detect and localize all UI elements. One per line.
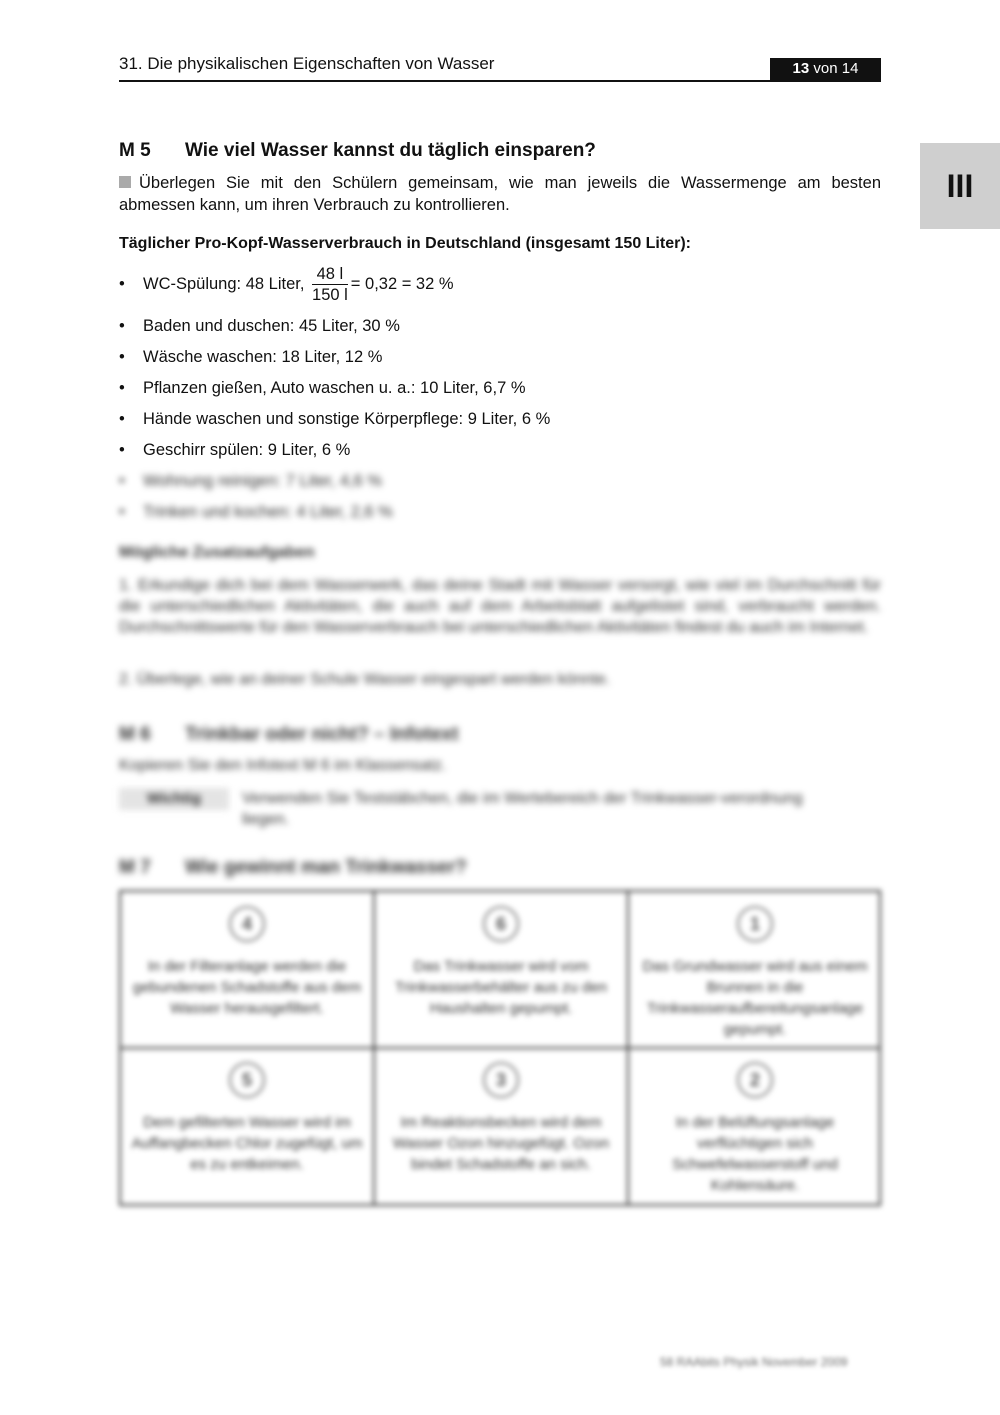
list-item-text: Trinken und kochen: 4 Liter, 2,6 % bbox=[143, 503, 393, 521]
process-cell-text: Dem gefilterten Wasser wird im Auffangbecken Chlor zugefügt, um es zu entkeimen. bbox=[131, 1114, 363, 1173]
bullet-icon: • bbox=[119, 410, 125, 428]
process-cell bbox=[635, 1062, 875, 1196]
bullet-icon: • bbox=[119, 379, 125, 397]
list-item bbox=[119, 472, 382, 491]
process-cell bbox=[127, 906, 367, 1019]
bullet-icon: • bbox=[119, 274, 125, 293]
m6-heading bbox=[119, 724, 458, 746]
list-item-text: Hände waschen und sonstige Körperpflege: 9 Liter, 6 % bbox=[143, 410, 551, 428]
m6-hint-text: Verwenden Sie Teststäbchen, die im Wertebereich der Trinkwasser-verordnung liegen. bbox=[242, 790, 803, 828]
process-cell bbox=[127, 1062, 367, 1175]
bullet-icon: • bbox=[119, 503, 125, 521]
process-cell-text: Das Trinkwasser wird vom Trinkwasserbehälter aus zu den Haushalten gepumpt. bbox=[394, 958, 608, 1017]
page-current: 13 bbox=[792, 60, 810, 77]
step-number-badge: 5 bbox=[229, 1062, 265, 1098]
list-item bbox=[119, 317, 400, 336]
step-number-badge: 2 bbox=[737, 1062, 773, 1098]
list-item bbox=[119, 348, 382, 367]
bullet-icon: • bbox=[119, 348, 125, 366]
m6-number: M 6 bbox=[119, 724, 151, 745]
extra-task-2: 2. Überlege, wie an deiner Schule Wasser eingespart werden könnte. bbox=[119, 671, 611, 688]
list-item bbox=[119, 410, 550, 429]
list-item bbox=[119, 441, 350, 460]
step-number-badge: 3 bbox=[483, 1062, 519, 1098]
fraction bbox=[312, 264, 348, 305]
m7-heading bbox=[119, 857, 467, 879]
usage-subheading: Täglicher Pro-Kopf-Wasserverbrauch in Deutschland (insgesamt 150 Liter): bbox=[119, 235, 691, 252]
process-cell bbox=[381, 1062, 621, 1175]
list-item-text: Geschirr spülen: 9 Liter, 6 % bbox=[143, 441, 351, 459]
extra-task-1: 1. Erkundige dich bei dem Wasserwerk, das deine Stadt mit Wasser versorgt, wie viel im Durchschnitt für die unterschiedlichen Aktivitäten, die auch auf dem Arbeitsblatt aufgelistet sind, verbraucht werden. Durchschnittswerte für den Wasserverbrauch bei unterschiedlichen Aktivitäten findest du auch im Internet. bbox=[119, 577, 881, 636]
section-tab: III bbox=[920, 143, 1000, 229]
list-item-text: Wäsche waschen: 18 Liter, 12 % bbox=[143, 348, 383, 366]
m7-title: Wie gewinnt man Trinkwasser? bbox=[185, 857, 467, 878]
fraction-denominator: 150 l bbox=[312, 286, 348, 304]
list-item bbox=[119, 503, 393, 522]
note-square-icon bbox=[119, 176, 131, 188]
extra-tasks-heading: Mögliche Zusatzaufgaben bbox=[119, 544, 315, 561]
m6-hint-label: Wichtig bbox=[119, 788, 229, 810]
page-indicator bbox=[770, 58, 881, 80]
m7-number: M 7 bbox=[119, 857, 151, 878]
bullet-icon: • bbox=[119, 317, 125, 335]
list-item bbox=[119, 379, 526, 398]
step-number-badge: 6 bbox=[483, 906, 519, 942]
m5-heading bbox=[119, 140, 596, 162]
bullet-icon: • bbox=[119, 441, 125, 459]
bullet-icon: • bbox=[119, 472, 125, 490]
list-item bbox=[119, 264, 454, 305]
list-item-text: Pflanzen gießen, Auto waschen u. a.: 10 Liter, 6,7 % bbox=[143, 379, 526, 397]
item-prefix: WC-Spülung: 48 Liter, bbox=[143, 274, 305, 293]
process-cell bbox=[381, 906, 621, 1019]
grid-divider bbox=[121, 1047, 879, 1049]
page-total: von 14 bbox=[813, 60, 859, 77]
process-cell bbox=[635, 906, 875, 1040]
header-title: 31. Die physikalischen Eigenschaften von Wasser bbox=[119, 54, 495, 73]
fraction-result: = 0,32 = 32 % bbox=[350, 274, 454, 293]
teacher-note-text: Überlegen Sie mit den Schülern gemeinsam, wie man jeweils die Wassermenge am besten abmessen kann, um ihren Verbrauch zu kontrollieren. bbox=[119, 174, 881, 214]
m5-title: Wie viel Wasser kannst du täglich einsparen? bbox=[185, 140, 596, 161]
process-cell-text: Das Grundwasser wird aus einem Brunnen in die Trinkwasseraufbereitungsanlage gepumpt. bbox=[642, 958, 868, 1038]
header-divider bbox=[119, 80, 881, 82]
process-cell-text: In der Belüftungsanlage verflüchtigen sich Schwefelwasserstoff und Kohlensäure. bbox=[672, 1114, 838, 1194]
teacher-note bbox=[119, 172, 881, 216]
step-number-badge: 4 bbox=[229, 906, 265, 942]
list-item-text: Baden und duschen: 45 Liter, 30 % bbox=[143, 317, 400, 335]
footer-text: 58 RAAbits Physik November 2009 bbox=[660, 1355, 848, 1369]
step-number-badge: 1 bbox=[737, 906, 773, 942]
process-cell-text: Im Reaktionsbecken wird dem Wasser Ozon hinzugefügt. Ozon bindet Schadstoffe an sich. bbox=[392, 1114, 610, 1173]
process-grid bbox=[119, 890, 881, 1206]
m6-title: Trinkbar oder nicht? – Infotext bbox=[185, 724, 459, 745]
process-cell-text: In der Filteranlage werden die gebundenen Schadstoffe aus dem Wasser herausgefiltert. bbox=[132, 958, 362, 1017]
m6-text: Kopieren Sie den Infotext M 6 im Klassensatz. bbox=[119, 757, 447, 774]
m5-number: M 5 bbox=[119, 140, 151, 161]
fraction-numerator: 48 l bbox=[312, 264, 348, 285]
list-item-text: Wohnung reinigen: 7 Liter, 4,6 % bbox=[143, 472, 383, 490]
